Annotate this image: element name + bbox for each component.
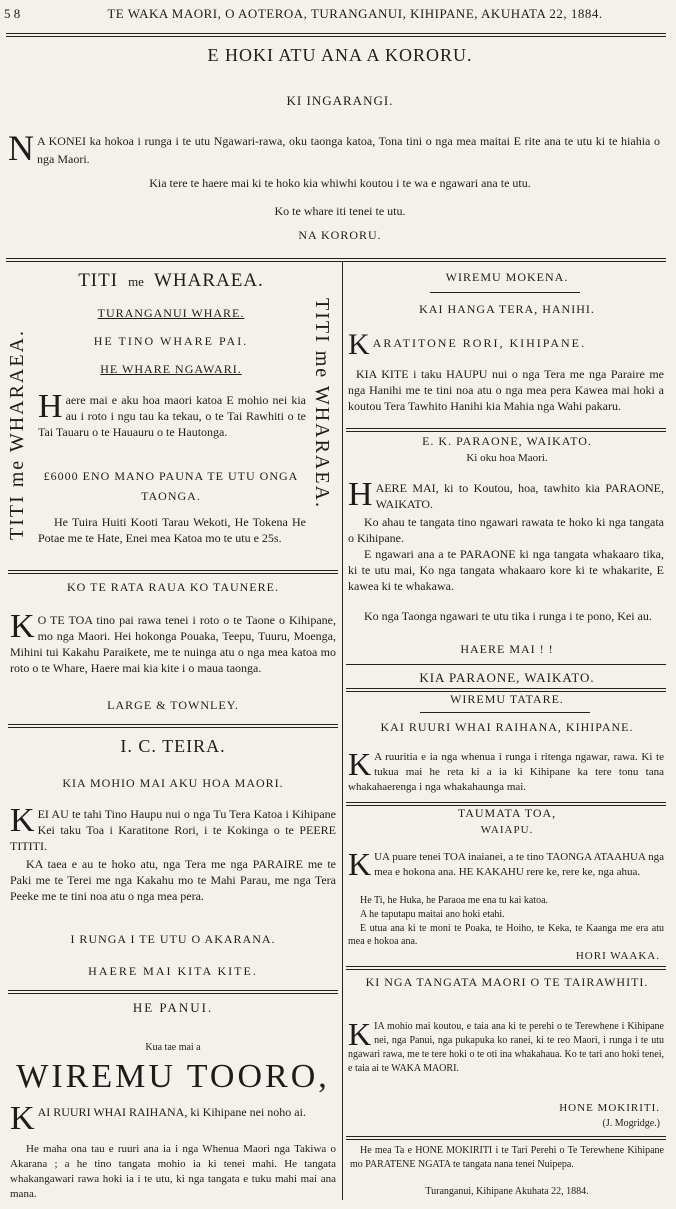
mokena-body: KIA KITE i taku HAUPU nui o nga Tera me nga Paraire me nga Hanihi me te tini noa atu o nga mea pera Kawea mai hoki a koutou Tera Tawhito Hanihi kia Mahia nga Wahi pakaru. [348, 367, 664, 413]
taumata-line3: E utua ana ki te moni te Poaka, te Hoiho, te Keka, te Kaanga me era atu mea e hokoa ana. [348, 923, 664, 947]
teira-drop-cap: K [10, 802, 35, 839]
titi-body2: He Tuira Huiti Kooti Tarau Wekoti, He Tokena He Potae me te Hate, Enei mea Katoa mo te utu e 25s. [38, 515, 306, 545]
tooro-name: WIREMU TOORO, [16, 1058, 330, 1095]
tatare-drop-cap: K [348, 746, 372, 782]
kororu-subheading: KI INGARANGI. [286, 93, 394, 108]
teira-heading: I. C. TEIRA. [120, 736, 226, 756]
taumata-subheading: WAIAPU. [480, 824, 534, 836]
ad-rule [8, 570, 338, 574]
tooro-body2: He maha ona tau e ruuri ana ia i nga Whenua Maori nga Takiwa o Akarana ; a he tino tangata mohio ia ki tenei mahi. He tangata whakangawari rawa hoki ia i te utu, ki nga tangata e tuku mahi mai ana mana. [10, 1143, 336, 1200]
tooro-intro: Kua tae mai a [145, 1042, 201, 1053]
teira-body [10, 802, 336, 854]
tooro-body [10, 1100, 336, 1137]
large-body-text: O TE TOA tino pai rawa tenei i roto o te Taone o Kihipane, mo nga Maori. Hei hokonga Pouaka, Teepu, Tuuru, Moenga, Mihini tui Kakahu Paraikete, me te nuinga atu o nga mea katoa mo roto o te Whare, Haere mai kia kite i o maua taonga. [10, 613, 336, 675]
paraone-signature: KIA PARAONE, WAIKATO. [419, 670, 595, 685]
mokena-name: WIREMU MOKENA. [445, 270, 569, 284]
teira-line2: HAERE MAI KITA KITE. [88, 964, 258, 978]
large-drop-cap: K [10, 608, 35, 645]
imprint-dateline: Turanganui, Kihipane Akuhata 22, 1884. [425, 1186, 589, 1197]
page-number: 5 8 [4, 6, 21, 21]
kororu-line2: Kia tere te haere mai ki te hoko kia whiwhi koutou i te wa e ngawari ana te utu. [149, 176, 531, 190]
newspaper-masthead: TE WAKA MAORI, O AOTEROA, TURANGANUI, KIHIPANE, AKUHATA 22, 1884. [107, 6, 603, 21]
tatare-body-text: A ruuritia e ia nga whenua i runga i ritenga ngawar, rawa. Ki te tukua mai he reta ki a ia ki Kihipane ka tere tonu tana whakahaerenga i nga whakahaunga mai. [348, 751, 664, 793]
titi-heading-wharaea: WHARAEA. [153, 270, 264, 291]
taumata-body [348, 846, 664, 882]
tatare-name: WIREMU TATARE. [450, 692, 564, 706]
titi-price: £6000 ENO MANO PAUNA TE UTU ONGA TAONGA. [43, 469, 299, 503]
mokiriti-heading: KI NGA TANGATA MAORI O TE TAIRAWHITI. [365, 975, 649, 989]
paraone-body [348, 476, 664, 513]
taumata-signature: HORI WAAKA. [575, 950, 660, 962]
titi-line3: HE WHARE NGAWARI. [100, 362, 242, 376]
paraone-call: HAERE MAI ! ! [460, 642, 554, 656]
kororu-body [8, 128, 660, 168]
mokiriti-body-text: IA mohio mai koutou, e taia ana ki te perehi o te Terewhene i Kihipane nei, nga Panui, nga pukapuka ko ranei, ki te reo Maori, i runga i te utu ngawari rawa, me te tere hoki o te oti ina whakahaua. Ko te tari ano hoki tenei, e taia ai te WAKA MAORI. [348, 1021, 664, 1074]
titi-heading-titi: TITI [78, 270, 119, 291]
paraone-body-text: AERE MAI, ki to Koutou, hoa, tawhito kia PARAONE, WAIKATO. [375, 481, 664, 511]
kororu-body-text: A KONEI ka hokoa i runga i te utu Ngawari-rawa, oku taonga katoa, Tona tini o nga mea maitai E rite ana te utu ki te hiahia o nga Maori. [37, 134, 660, 166]
ad-rule [346, 1136, 666, 1140]
imprint-text: He mea Ta e HONE MOKIRITI i te Tari Perehi o Te Terewhene Kihipane mo PARATENE NGATA te tangata nana tenei Nuipepa. [350, 1145, 664, 1170]
ad-rule [346, 664, 666, 665]
taumata-body-text: UA puare tenei TOA inaianei, a te tino TAONGA ATAAHUA nga mea e hokona ana. HE KAKAHU rere ke, rere ke, nga ahua. [374, 851, 664, 878]
paraone-body4: Ko nga Taonga ngawari te utu tika i runga i te pono, Kei au. [364, 609, 652, 623]
tatare-short-rule [420, 712, 590, 713]
mokiriti-drop-cap: K [348, 1016, 372, 1052]
ad-rule [8, 724, 338, 728]
large-body [10, 608, 336, 676]
mokiriti-body [348, 1016, 664, 1076]
kororu-signature: NA KORORU. [298, 228, 382, 242]
kororu-drop-cap: N [8, 128, 34, 168]
ad-rule [346, 428, 666, 432]
mokena-subheading-row [348, 330, 666, 359]
large-heading: KO TE RATA RAUA KO TAUNERE. [67, 580, 279, 594]
taumata-line2: A he taputapu maitai ano hoki etahi. [360, 909, 505, 920]
section-rule [6, 258, 666, 262]
paraone-heading: E. K. PARAONE, WAIKATO. [422, 434, 592, 448]
mokena-subheading: ARATITONE RORI, KIHIPANE. [372, 336, 587, 350]
titi-heading-me: me [128, 274, 144, 289]
kororu-line3: Ko te whare iti tenei te utu. [274, 204, 406, 218]
masthead-rule [6, 33, 666, 37]
teira-body2: KA taea e au te hoko atu, nga Tera me nga PARAIRE me te Paki me te Terei me nga Kakahu mo te Mahi Parau, me nga Tera Peeke me te tini noa atu o nga mea pera. [10, 857, 336, 903]
large-signature: LARGE & TOWNLEY. [107, 698, 239, 712]
titi-line1: TURANGANUI WHARE. [97, 306, 245, 320]
titi-body-text: aere mai e aku hoa maori katoa E mohio nei kia au i roto i ngu tau ka tekau, o te Tai Rawhiti o te Tai Tauaru o te Hauauru o te Hautonga. [38, 393, 306, 439]
column-divider [342, 262, 343, 1200]
kororu-heading: E HOKI ATU ANA A KORORU. [207, 45, 473, 65]
taumata-drop-cap: K [348, 846, 372, 882]
tatare-body [348, 746, 664, 795]
ad-rule [8, 990, 338, 994]
titi-line2: HE TINO WHARE PAI. [93, 334, 249, 348]
teira-subheading: KIA MOHIO MAI AKU HOA MAORI. [62, 776, 284, 790]
taumata-line1: He Ti, he Huka, he Paraoa me ena tu kai katoa. [360, 895, 549, 906]
tooro-heading: HE PANUI. [132, 1000, 214, 1015]
mokiriti-signature: HONE MOKIRITI. [559, 1102, 660, 1114]
mokiriti-agent: (J. Mogridge.) [602, 1118, 660, 1129]
titi-side-text-right: TITI me WHARAEA. [311, 298, 333, 510]
tooro-body-text: AI RUURI WHAI RAIHANA, ki Kihipane nei noho ai. [37, 1105, 306, 1119]
teira-line1: I RUNGA I TE UTU O AKARANA. [70, 932, 276, 946]
paraone-body2: Ko ahau te tangata tino ngawari rawata te hoko ki nga tangata o Kihipane. [348, 515, 664, 545]
titi-drop-cap: H [38, 388, 63, 425]
mokena-drop-cap: K [348, 328, 370, 361]
paraone-body3: E ngawari ana a te PARAONE ki nga tangata whakaaro tika, ki te utu mai, Ko nga tangata whakaaro kore ki te whakarite, E kawea ki te whakawa. [348, 547, 664, 593]
titi-heading [40, 270, 302, 292]
taumata-heading: TAUMATA TOA, [457, 806, 557, 820]
mokena-short-rule [430, 292, 580, 293]
paraone-subheading: Ki oku hoa Maori. [466, 452, 548, 464]
teira-body-text: EI AU te tahi Tino Haupu nui o nga Tu Tera Katoa i Kihipane Kei taku Toa i Karatitone Rori, i te Kokinga o te PEERE TITITI. [10, 807, 336, 853]
titi-side-text-left: TITI me WHARAEA. [6, 328, 28, 540]
paraone-drop-cap: H [348, 476, 373, 513]
tatare-heading: KAI RUURI WHAI RAIHANA, KIHIPANE. [380, 720, 634, 734]
mokena-heading: KAI HANGA TERA, HANIHI. [419, 302, 595, 316]
titi-body [38, 388, 306, 440]
tooro-drop-cap: K [10, 1100, 35, 1137]
